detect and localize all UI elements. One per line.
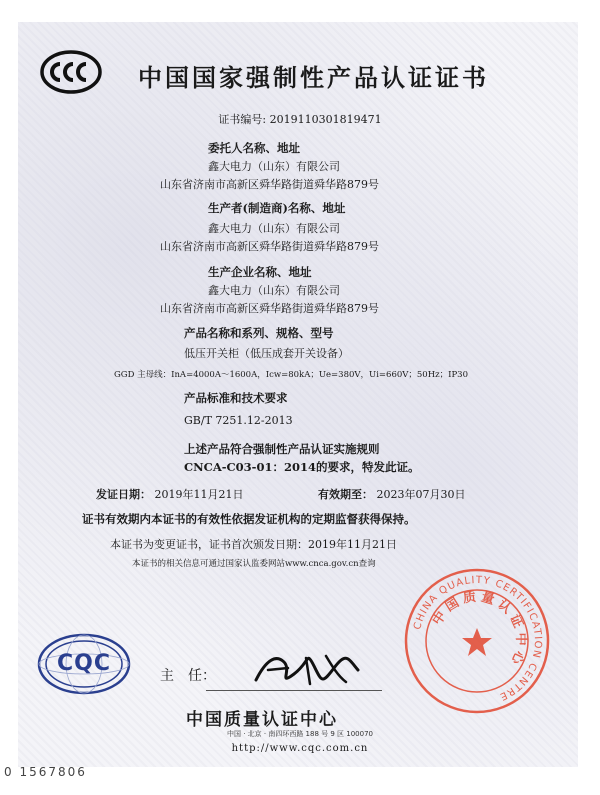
factory-label: 生产企业名称、地址	[208, 265, 312, 279]
serial-number: 0 1567806	[4, 765, 87, 779]
ccc-logo-icon	[40, 50, 102, 94]
product-name: 低压开关柜（低压成套开关设备）	[184, 347, 349, 360]
certificate-number-label: 证书编号:	[218, 113, 267, 126]
standard-value: GB/T 7251.12-2013	[184, 414, 293, 427]
seal-outer-text: CHINA QUALITY CERTIFICATION CENTRE	[412, 574, 544, 703]
cqc-logo	[36, 632, 132, 696]
certificate-title: 中国国家强制性产品认证证书	[138, 63, 489, 92]
director-label: 主 任：	[160, 668, 216, 684]
issuer-name: 中国质量认证中心	[186, 710, 338, 730]
client-label: 委托人名称、地址	[208, 141, 300, 155]
standard-label: 产品标准和技术要求	[184, 391, 288, 405]
manufacturer-label: 生产者(制造商)名称、地址	[208, 201, 346, 215]
cqc-logo-text: CQC	[57, 651, 111, 676]
svg-text:中国质量认证中心	[429, 588, 529, 670]
client-name: 鑫大电力（山东）有限公司	[208, 160, 340, 173]
issuer-address: 中国 · 北京 · 南四环西路 188 号 9 区 100070	[226, 730, 373, 738]
issue-date	[96, 486, 244, 502]
valid-until-label: 有效期至：	[318, 488, 373, 501]
rule-line-2: CNCA-C03-01：2014的要求，特发此证。	[184, 460, 420, 474]
product-label: 产品名称和系列、规格、型号	[184, 326, 334, 340]
issue-date-label: 发证日期：	[96, 488, 151, 501]
client-address: 山东省济南市高新区舜华路街道舜华路879号	[160, 178, 379, 191]
factory-name: 鑫大电力（山东）有限公司	[208, 284, 340, 297]
manufacturer-address: 山东省济南市高新区舜华路街道舜华路879号	[160, 240, 379, 253]
issuer-website: http://www.cqc.com.cn	[231, 743, 369, 754]
manufacturer-name: 鑫大电力（山东）有限公司	[208, 222, 340, 235]
change-notice: 本证书为变更证书，证书首次颁发日期：2019年11月21日	[110, 538, 397, 551]
rule-line-1: 上述产品符合强制性产品认证实施规则	[184, 442, 380, 456]
certificate-number	[0, 111, 600, 127]
product-spec: GGD 主母线：InA=4000A～1600A，Icw=80kA；Ue=380V，Ui=660V；50Hz；IP30	[114, 370, 468, 380]
director-signature	[248, 640, 366, 694]
cqc-seal	[402, 566, 552, 716]
query-notice: 本证书的相关信息可通过国家认监委网站www.cnca.gov.cn查询	[132, 559, 376, 569]
signature-line	[206, 690, 382, 691]
factory-address: 山东省济南市高新区舜华路街道舜华路879号	[160, 302, 379, 315]
valid-until	[318, 486, 466, 502]
issue-date-value: 2019年11月21日	[154, 488, 244, 501]
seal-icon	[402, 566, 552, 716]
seal-inner-text: 中国质量认证中心	[429, 589, 529, 671]
validity-notice: 证书有效期内本证书的有效性依据发证机构的定期监督获得保持。	[82, 512, 416, 526]
certificate-number-value: 2019110301819471	[269, 113, 382, 126]
valid-until-value: 2023年07月30日	[376, 488, 466, 501]
